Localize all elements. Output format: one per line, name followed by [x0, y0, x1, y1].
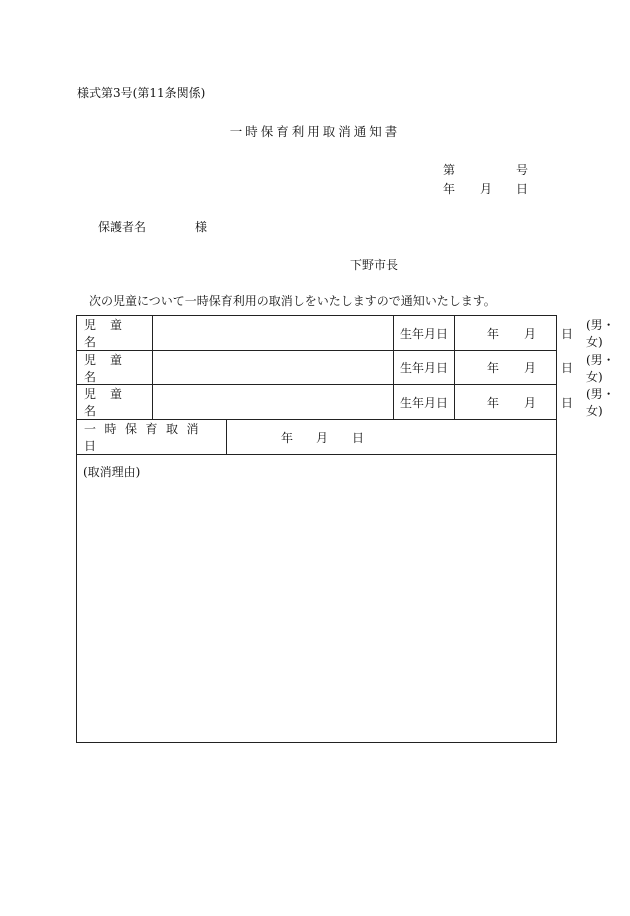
child-name-label: 児童名 — [84, 352, 137, 384]
birth-day: 日 — [561, 361, 574, 375]
birthdate-label: 生年月日 — [393, 316, 454, 350]
cancel-date-label: 一時保育取消日 — [84, 422, 208, 453]
child-name-field[interactable] — [152, 316, 393, 350]
child-row-3 — [77, 385, 615, 420]
birth-year: 年 — [487, 395, 500, 410]
doc-number-prefix: 第 — [443, 163, 456, 177]
cancel-year: 年 — [281, 430, 294, 445]
birth-year: 年 — [487, 326, 500, 341]
child-name-field[interactable] — [152, 351, 393, 384]
child-name-label: 児童名 — [84, 387, 137, 418]
birth-day: 日 — [561, 326, 574, 341]
birth-year: 年 — [487, 361, 500, 375]
birthdate-label: 生年月日 — [393, 351, 454, 384]
form-number: 様式第3号(第11条関係) — [77, 86, 206, 100]
birth-month: 月 — [524, 326, 537, 341]
cancel-month: 月 — [316, 430, 329, 445]
doc-date-day: 日 — [516, 182, 529, 196]
birthdate-field[interactable] — [454, 351, 615, 384]
child-name-label: 児童名 — [84, 318, 137, 349]
notice-table — [76, 315, 615, 743]
guardian-honorific: 様 — [195, 220, 208, 234]
sex-field: (男・女) — [586, 352, 615, 384]
cancel-date-row — [77, 420, 556, 455]
intro-text: 次の児童について一時保育利用の取消しをいたしますので通知いたします。 — [89, 294, 496, 308]
guardian-label: 保護者名 — [98, 220, 147, 234]
birth-month: 月 — [524, 395, 537, 410]
sender-name: 下野市長 — [350, 258, 399, 272]
cancel-date-field[interactable] — [226, 420, 556, 454]
doc-number-suffix: 号 — [516, 163, 529, 177]
cancel-reason-label: (取消理由) — [83, 465, 141, 479]
birthdate-field[interactable] — [454, 385, 615, 419]
sex-field: (男・女) — [586, 318, 615, 349]
birthdate-label: 生年月日 — [393, 385, 454, 419]
guardian-line — [98, 218, 208, 235]
doc-date-year: 年 — [443, 182, 456, 196]
birthdate-field[interactable] — [454, 316, 615, 350]
document-title: 一時保育利用取消通知書 — [229, 124, 401, 139]
child-row-2 — [77, 351, 615, 385]
birth-month: 月 — [524, 361, 537, 375]
child-row-1 — [77, 316, 615, 351]
cancel-day: 日 — [352, 430, 365, 445]
doc-date-month: 月 — [480, 182, 493, 196]
child-name-field[interactable] — [152, 385, 393, 419]
birth-day: 日 — [561, 395, 574, 410]
sex-field: (男・女) — [586, 387, 615, 418]
